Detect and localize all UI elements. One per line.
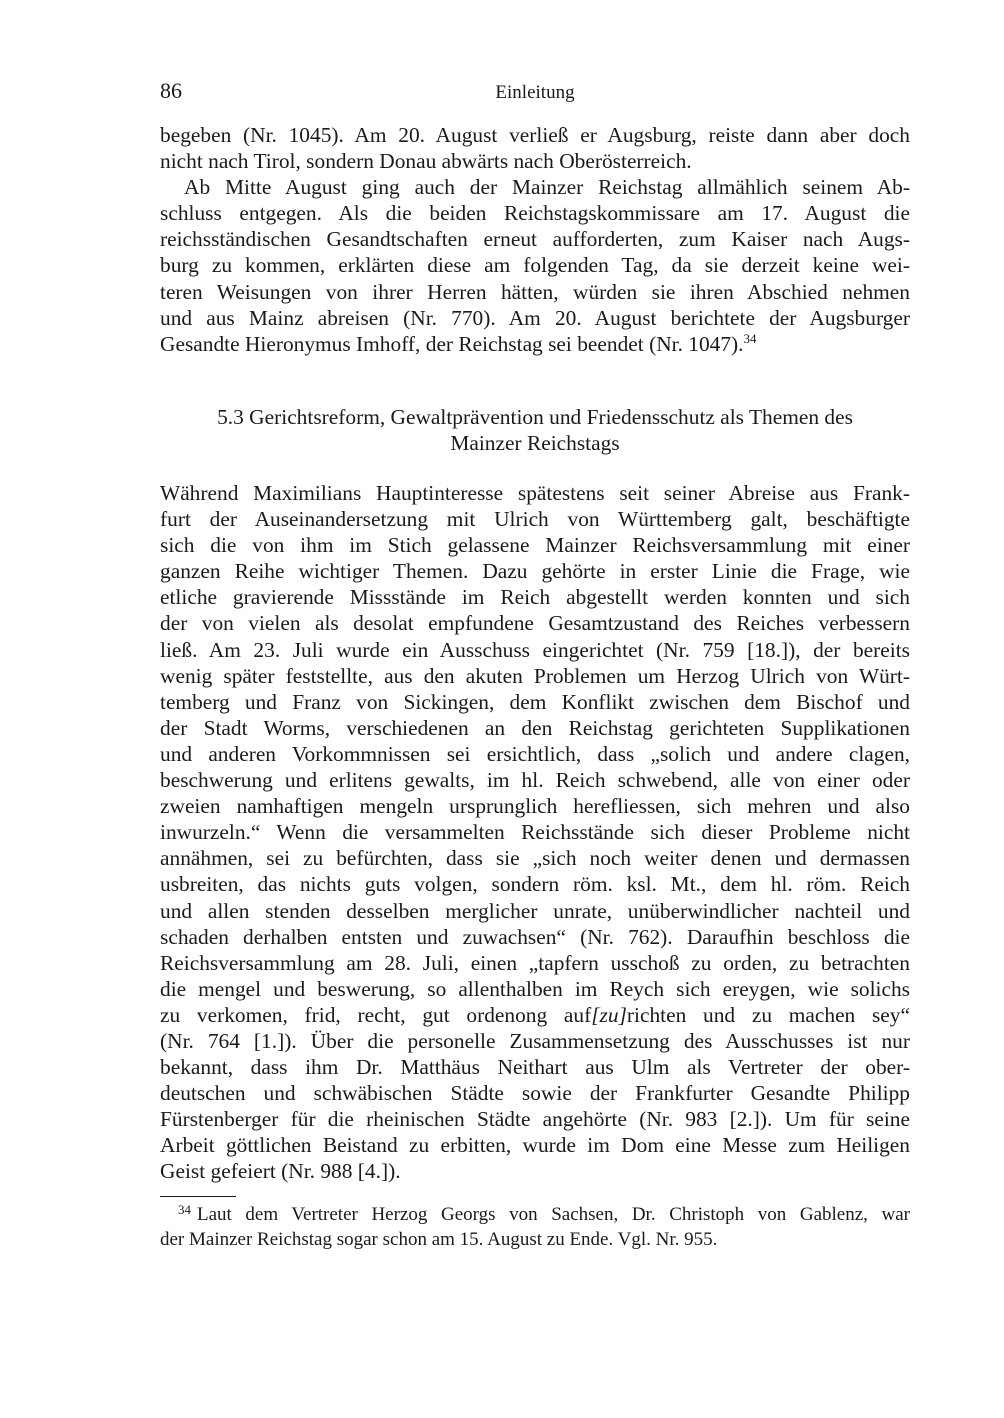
text-line: schaden derhalben entsten und zuwachsen“ (Nr. 762). Daraufhin beschloss die: [160, 924, 910, 949]
text-line: sich die von ihm im Stich gelassene Mainzer Reichsversammlung mit einer: [160, 533, 910, 558]
text-line: Während Maximilians Hauptinteresse spätestens seit seiner Abreise aus Frank-: [160, 481, 910, 505]
text-line: bekannt, dass ihm Dr. Matthäus Neithart aus Ulm als Vertreter der ober-: [160, 1055, 910, 1080]
text-line: Gesandte Hieronymus Imhoff, der Reichstag sei beendet (Nr. 1047).: [160, 331, 744, 356]
text-line: teren Weisungen von ihrer Herren hätten, würden sie ihren Abschied nehmen: [160, 279, 910, 304]
footnote-text: Laut dem Vertreter Herzog Georgs von Sachsen, Dr. Christoph von Gablenz, war: [197, 1204, 910, 1225]
text-line: zweien namhaftigen mengeln ursprunglich herefliessen, sich mehren und also: [160, 794, 910, 819]
text-line: Arbeit göttlichen Beistand zu erbitten, wurde im Dom eine Messe zum Heiligen: [160, 1133, 910, 1158]
text-line: Geist gefeiert (Nr. 988 [4.]).: [160, 1159, 401, 1184]
paragraph-continuation: [160, 122, 910, 357]
text-segment: zu verkomen, frid, recht, gut ordenong auf: [160, 1002, 592, 1027]
section-heading-line: Mainzer Reichstags: [450, 431, 620, 455]
page-number: 86: [160, 78, 182, 103]
text-line: burg zu kommen, erklärten diese am folgenden Tag, da sie derzeit keine wei-: [160, 253, 910, 278]
text-line: begeben (Nr. 1045). Am 20. August verließ er Augsburg, reiste dann aber doch: [160, 123, 910, 147]
section-heading-line: 5.3 Gerichtsreform, Gewaltprävention und Friedensschutz als Themen des: [217, 405, 853, 429]
text-line: etliche gravierende Missstände im Reich abgestellt werden konnten und sich: [160, 585, 910, 610]
text-line: wenig später feststellte, aus den akuten Problemen um Herzog Ulrich von Würt-: [160, 663, 910, 688]
text-line: temberg und Franz von Sickingen, dem Konflikt zwischen dem Bischof und: [160, 689, 910, 714]
footnote: [160, 1202, 910, 1252]
text-line: furt der Auseinandersetzung mit Ulrich von Württemberg galt, beschäftigte: [160, 507, 910, 532]
running-head: Einleitung: [495, 82, 575, 103]
text-line: schluss entgegen. Als die beiden Reichstagskommissare am 17. August die: [160, 201, 910, 226]
footnote-line: der Mainzer Reichstag sogar schon am 15. August zu Ende. Vgl. Nr. 955.: [160, 1229, 718, 1250]
text-line: usbreiten, das nichts guts volgen, sondern röm. ksl. Mt., dem hl. röm. Reich: [160, 872, 910, 897]
text-line-with-italic: [160, 1002, 910, 1028]
text-line: deutschen und schwäbischen Städte sowie der Frankfurter Gesandte Philipp: [160, 1081, 910, 1106]
text-line: und aus Mainz abreisen (Nr. 770). Am 20. August berichtete der Augsburger: [160, 305, 910, 330]
text-line: Ab Mitte August ging auch der Mainzer Reichstag allmählich seinem Ab-: [184, 175, 910, 200]
text-line: annähmen, sei zu befürchten, dass sie „sich noch weiter denen und dermassen: [160, 846, 910, 871]
text-line: ganzen Reihe wichtiger Themen. Dazu gehörte in erster Linie die Frage, wie: [160, 559, 910, 584]
text-line: inwurzeln.“ Wenn die versammelten Reichsstände sich dieser Probleme nicht: [160, 820, 910, 845]
footnote-line: [160, 1202, 910, 1227]
text-line: und allen stenden desselben merglicher unrate, unüberwindlicher nachteil und: [160, 898, 910, 923]
section-heading: [160, 404, 910, 456]
page-header: [160, 78, 910, 108]
text-line: beschwerung und erlitens gewalts, im hl. Reich schwebend, alle von einer oder: [160, 768, 910, 793]
text-line: die mengel und beswerung, so allenthalben im Reych sich ereygen, wie solichs: [160, 976, 910, 1001]
text-line: ließ. Am 23. Juli wurde ein Ausschuss eingerichtet (Nr. 759 [18.]), der bereits: [160, 637, 910, 662]
footnote-reference[interactable]: 34: [743, 330, 757, 346]
text-line: der Stadt Worms, verschiedenen an den Reichstag gerichteten Supplikationen: [160, 715, 910, 740]
text-line: und anderen Vorkommnissen sei ersichtlich, dass „solich und andere clagen,: [160, 741, 910, 766]
text-line: nicht nach Tirol, sondern Donau abwärts nach Oberösterreich.: [160, 149, 692, 174]
text-line-with-footnote: [160, 331, 910, 357]
footnote-marker: 34: [178, 1202, 191, 1217]
text-line: Reichsversammlung am 28. Juli, einen „tapfern usschoß zu orden, zu betrachten: [160, 950, 910, 975]
text-line: der von vielen als desolat empfundene Gesamtzustand des Reiches verbessern: [160, 611, 910, 636]
text-line: (Nr. 764 [1.]). Über die personelle Zusammensetzung des Ausschusses ist nur: [160, 1028, 910, 1053]
section-body: [160, 480, 910, 1185]
text-line: Fürstenberger für die rheinischen Städte angehörte (Nr. 983 [2.]). Um für seine: [160, 1107, 910, 1132]
text-segment: richten und zu machen sey“: [626, 1002, 910, 1027]
editorial-insertion: [zu]: [591, 1002, 627, 1027]
footnote-separator: [160, 1196, 236, 1197]
text-line: reichsständischen Gesandtschaften erneut aufforderten, zum Kaiser nach Augs-: [160, 227, 910, 252]
